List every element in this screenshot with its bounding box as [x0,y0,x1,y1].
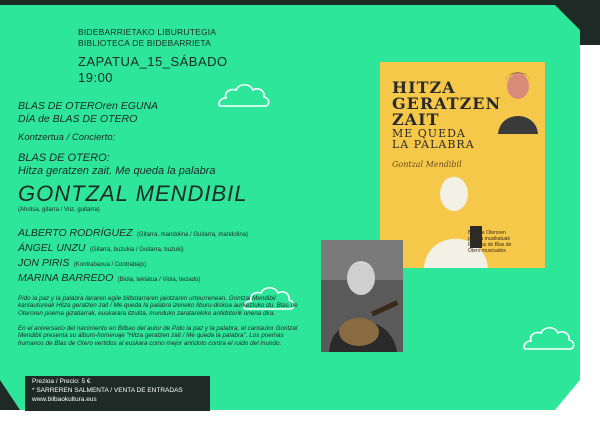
book-blurb-line: Otero musicados [468,248,506,254]
book-cover [380,62,545,268]
event-title-eu: BLAS DE OTEROren EGUNA [18,100,159,112]
singer-portrait-image [490,66,540,134]
book-subtitle-line: LA PALABRA [392,138,475,151]
book-subtitle-line: ME QUEDA [392,127,466,140]
musician-name: JON PIRIS [18,257,70,269]
book-title-line: HITZA [392,78,456,97]
show-title-line1: BLAS DE OTERO: [18,152,110,164]
price-label: Prezioa / Precio: 5 € [32,378,91,385]
event-date: ZAPATUA_15_SÁBADO [78,54,228,69]
musician-name: ÁNGEL UNZU [18,242,86,254]
cloud-icon [520,325,576,351]
guitarist-photo-image [321,240,403,352]
tickets-label[interactable]: * SARREREN SALMENTA / VENTA DE ENTRADAS [32,387,183,394]
musician-role: (Gitarra, buzukia / Guitarra, buzuki) [89,247,184,253]
tickets-url[interactable]: www.bilbaokultura.eus [32,396,97,403]
musician-name: MARINA BARREDO [18,272,114,284]
description-es: En el aniversario del nacimiento en Bilbao del autor de Pido la paz y la palabra, el cantautor Gontzal Mendibil presenta su álbum-homenaje "Hitza geratzen zait / Me queda la palabra". Los poemas humanos de Blas de Otero vertidos al euskara como mejor antídoto contra el ruido del mundo. [18,325,298,347]
event-title-es: DÍA de BLAS DE OTERO [18,113,138,125]
description-eu: Pido la paz y la palabra lanaren egile bilbotarraren jaiotzaren urteurrenean, Gontzal Mendibil kantautoreak Hitza geratzen zait / Me queda la palabra izeneko liburu-diskoa aurkeztuko du. Blas de Oteroren poema gizatiarrak, euskarara itzulita, munduko zaratarekiko antidotorik onena dira. [18,295,298,317]
show-title-line2: Hitza geratzen zait. Me queda la palabra [18,165,216,177]
book-blurb-line: Blas de Oteroren [468,230,506,236]
musician-name: ALBERTO RODRÍGUEZ [18,227,133,239]
library-name-eu: BIDEBARRIETAKO LIBURUTEGIA [78,27,217,37]
musician-role: (Gitarra, mandolina / Guitarra, mandolina) [137,232,249,238]
artist-name: GONTZAL MENDIBIL [18,181,248,206]
library-name-es: BIBLIOTECA DE BIDEBARRIETA [78,38,212,48]
musician-photo [321,240,403,352]
book-title-line: GERATZEN [392,94,502,113]
book-blurb [468,230,511,254]
event-type: Kontzertua / Concierto: [18,132,116,143]
book-title [392,80,501,128]
musician-row [18,268,200,286]
book-blurb-line: poema musikatuak [468,236,510,242]
cloud-icon [215,82,271,108]
musician-role: (Biola, teklatua / Viola, teclado) [117,277,201,283]
musician-role: (Kontrabaxua / Contrabajo) [73,262,147,268]
event-time: 19:00 [78,70,114,85]
artist-role: (Ahotsa, gitarra / Voz, guitarra) [18,207,100,213]
book-subtitle [392,128,475,150]
book-signature: Gontzal Mendibil [392,160,462,169]
book-title-line: ZAIT [392,110,440,129]
book-blurb-line: Poemas de Blas de [468,242,512,248]
